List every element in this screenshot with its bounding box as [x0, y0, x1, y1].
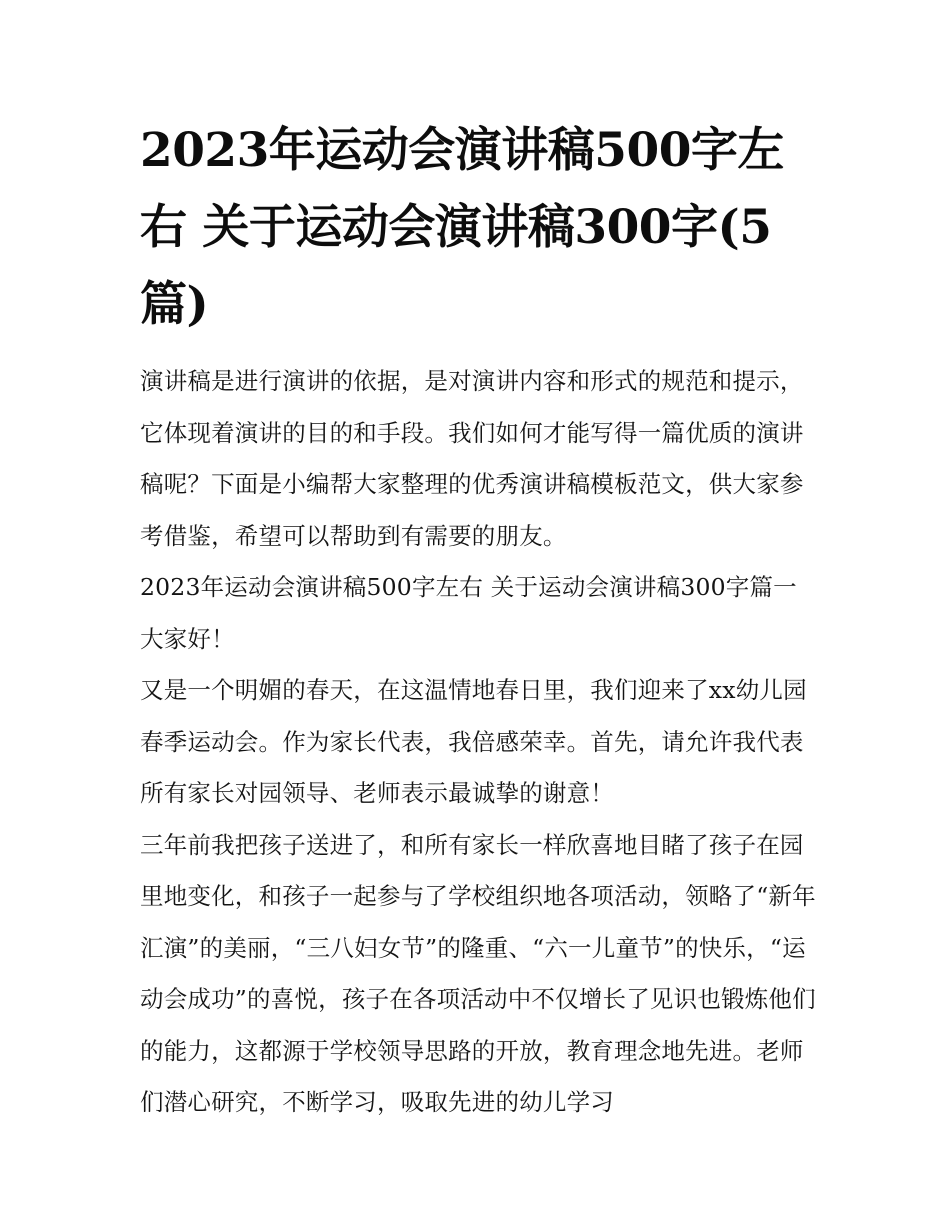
body-paragraph: 又是一个明媚的春天，在这温情地春日里，我们迎来了xx幼儿园春季运动会。作为家长代表，我倍感荣幸。首先，请允许我代表所有家长对园领导、老师表示最诚挚的谢意！: [140, 676, 807, 807]
body-paragraph: 三年前我把孩子送进了，和所有家长一样欣喜地目睹了孩子在园里地变化，和孩子一起参与了学校组织地各项活动，领略了“新年汇演”的美丽，“三八妇女节”的隆重、“六一儿童节”的快乐，“运动会成功”的喜悦，孩子在各项活动中不仅增长了见识也锻炼他们的能力，这都源于学校领导思路的开放，教育理念地先进。老师们潜心研究，不断学习，吸取先进的幼儿学习: [140, 830, 816, 1116]
intro-paragraph: 演讲稿是进行演讲的依据，是对演讲内容和形式的规范和提示，它体现着演讲的目的和手段。我们如何才能写得一篇优质的演讲稿呢？下面是小编帮大家整理的优秀演讲稿模板范文，供大家参考借鉴，希望可以帮助到有需要的朋友。: [140, 367, 804, 550]
document-body: [140, 356, 820, 1129]
section-heading-paragraph: 2023年运动会演讲稿500字左右 关于运动会演讲稿300字篇一 大家好！: [140, 573, 797, 653]
document-title: 2023年运动会演讲稿500字左右 关于运动会演讲稿300字(5篇): [140, 123, 784, 332]
